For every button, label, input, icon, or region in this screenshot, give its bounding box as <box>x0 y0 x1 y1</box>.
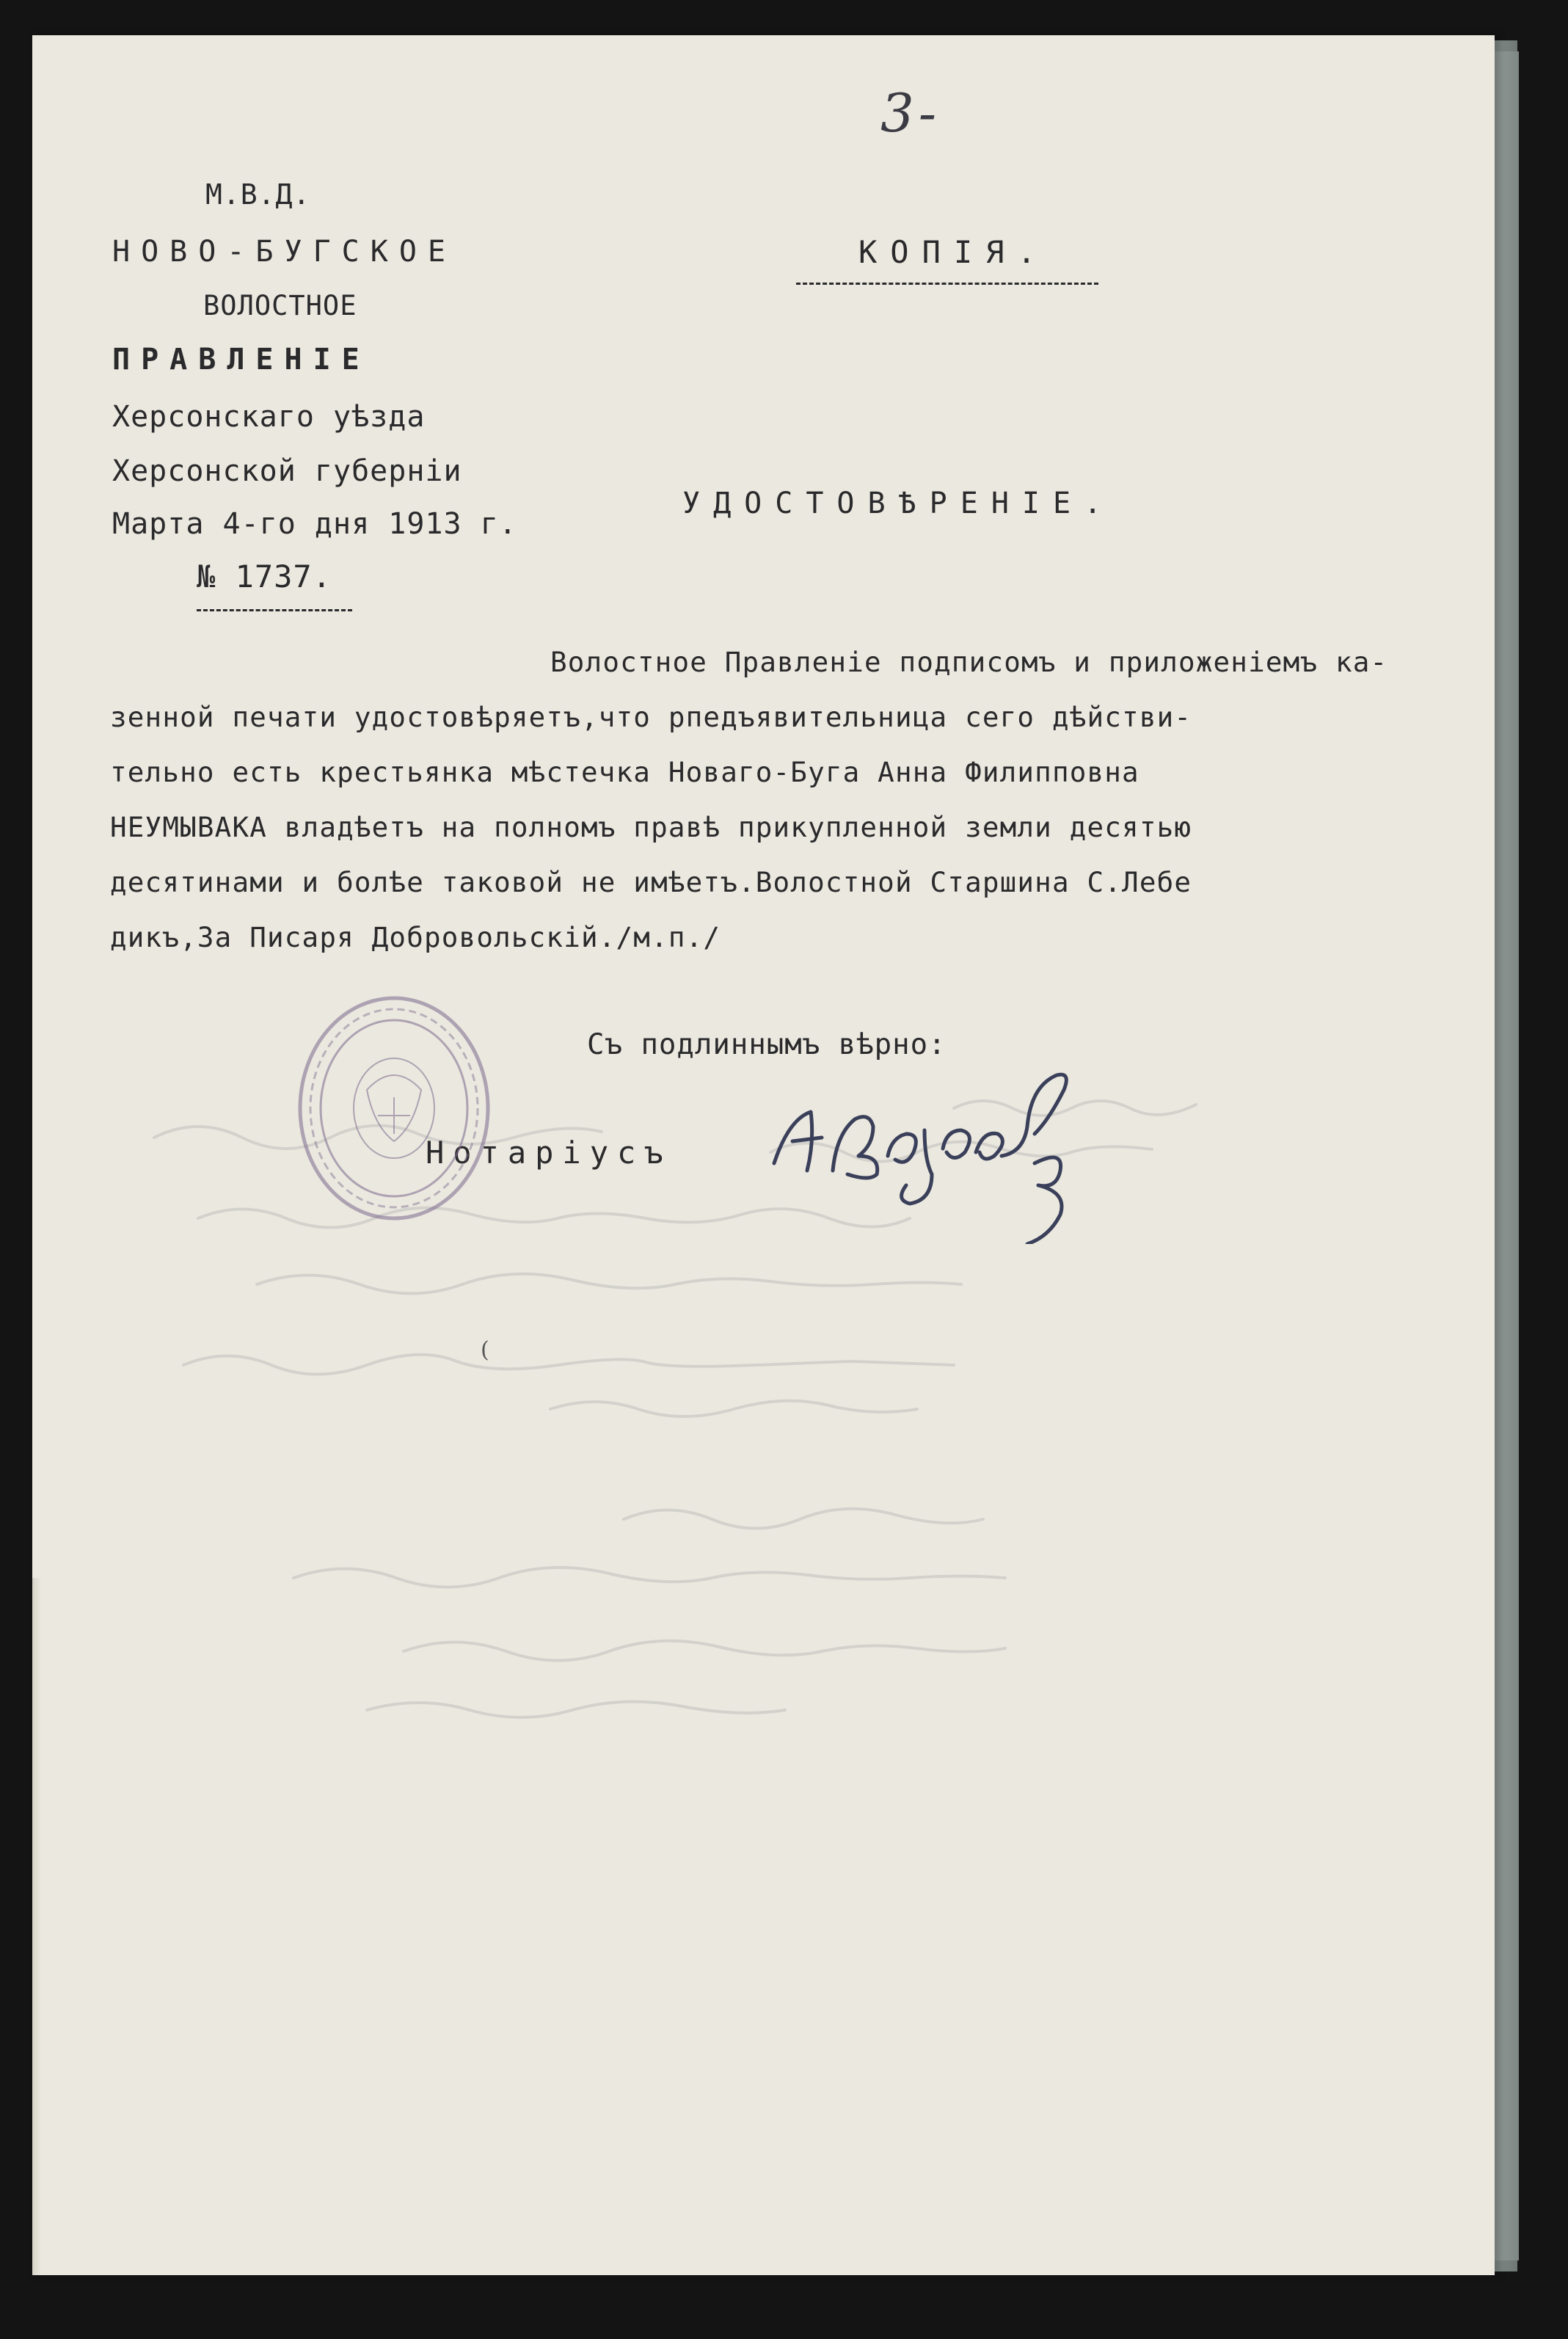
certification-line: Съ подлиннымъ вѣрно: <box>587 1028 947 1061</box>
district: Херсонскаго уѣзда <box>112 400 426 434</box>
office-name-line3: ПРАВЛЕНІЕ <box>112 343 371 377</box>
document-number: № 1737. <box>197 559 332 594</box>
copy-mark: КОПІЯ. <box>858 234 1049 270</box>
body-line: зенной печати удостовѣряетъ,что рпедъявительница сего дѣйстви- <box>110 701 1192 733</box>
body-line: тельно есть крестьянка мѣстечка Новаго-Буга Анна Филипповна <box>110 756 1139 788</box>
ministry-abbreviation: М.В.Д. <box>205 178 311 211</box>
body-line: дикъ,За Писаря Добровольскій./м.п./ <box>110 921 721 953</box>
body-line: Волостное Правленіе подписомъ и приложеніемъ ка- <box>550 646 1388 678</box>
document-date: Марта 4-го дня 1913 г. <box>112 507 517 541</box>
notary-signature <box>763 1061 1108 1244</box>
page-fold-shadow <box>32 1578 41 2275</box>
body-line: десятинами и болѣе таковой не имѣетъ.Волостной Старшина С.Лебе <box>110 866 1192 898</box>
body-line: НЕУМЫВАКА владѣетъ на полномъ правѣ прикупленной земли десятью <box>110 811 1192 843</box>
number-underline <box>197 609 352 611</box>
stray-pencil-mark: ( <box>481 1337 490 1363</box>
province: Херсонской губерніи <box>112 454 462 488</box>
document-title: УДОСТОВѢРЕНІЕ. <box>682 487 1115 520</box>
office-name-line2: ВОЛОСТНОЕ <box>203 290 357 321</box>
official-seal-stamp <box>293 987 495 1229</box>
notary-label: Нотаріусъ <box>426 1135 672 1171</box>
page-number: 3- <box>880 82 941 144</box>
office-name-line1: НОВО-БУГСКОЕ <box>112 235 456 269</box>
copy-mark-underline <box>796 283 1098 285</box>
